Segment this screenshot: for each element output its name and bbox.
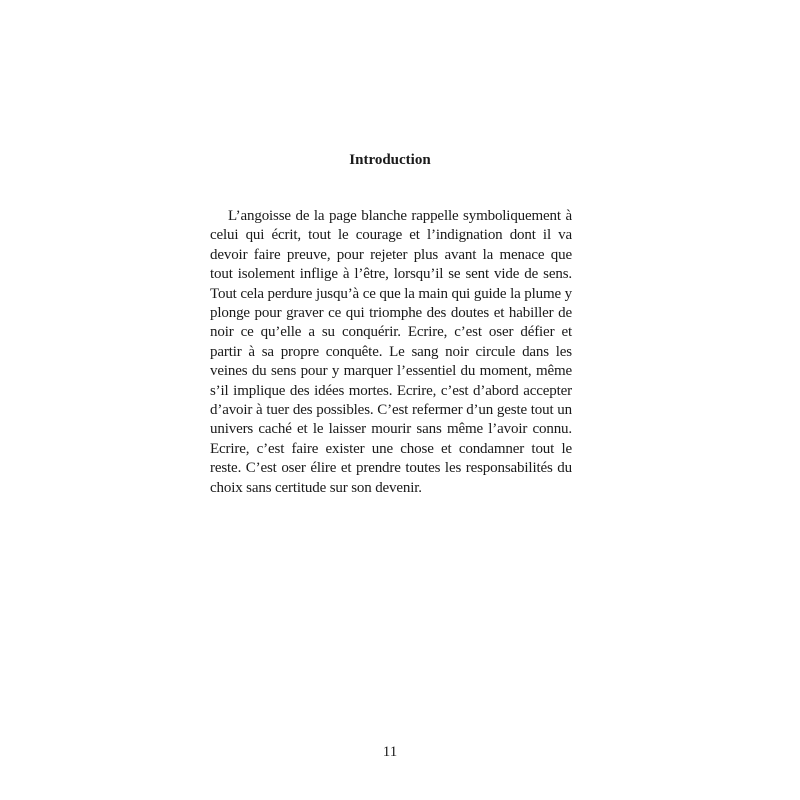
page-title: Introduction bbox=[349, 152, 431, 168]
body-paragraph: L’angoisse de la page blanche rappelle symboliquement à celui qui écrit, tout le courage et l’indignation dont il va devoir faire preuve, pour rejeter plus avant la menace que tout isolement inflige à l’être, lorsqu’il se sent vide de sens. Tout cela perdure jusqu’à ce que la main qui guide la plume y plonge pour graver ce qui triomphe des doutes et habiller de noir ce qu’elle a su conquérir. Ecrire, c’est oser défier et partir à sa propre conquête. Le sang noir circule dans les veines du sens pour y marquer l’essentiel du moment, même s’il implique des idées mortes. Ecrire, c’est d’abord accepter d’avoir à tuer des possibles. C’est refermer d’un geste tout un univers caché et le laisser mourir sans même l’avoir connu. Ecrire, c’est faire exister une chose et condamner tout le reste. C’est oser élire et prendre toutes les responsabilités du choix sans certitude sur son devenir. bbox=[210, 208, 572, 496]
page-number: 11 bbox=[382, 744, 398, 760]
